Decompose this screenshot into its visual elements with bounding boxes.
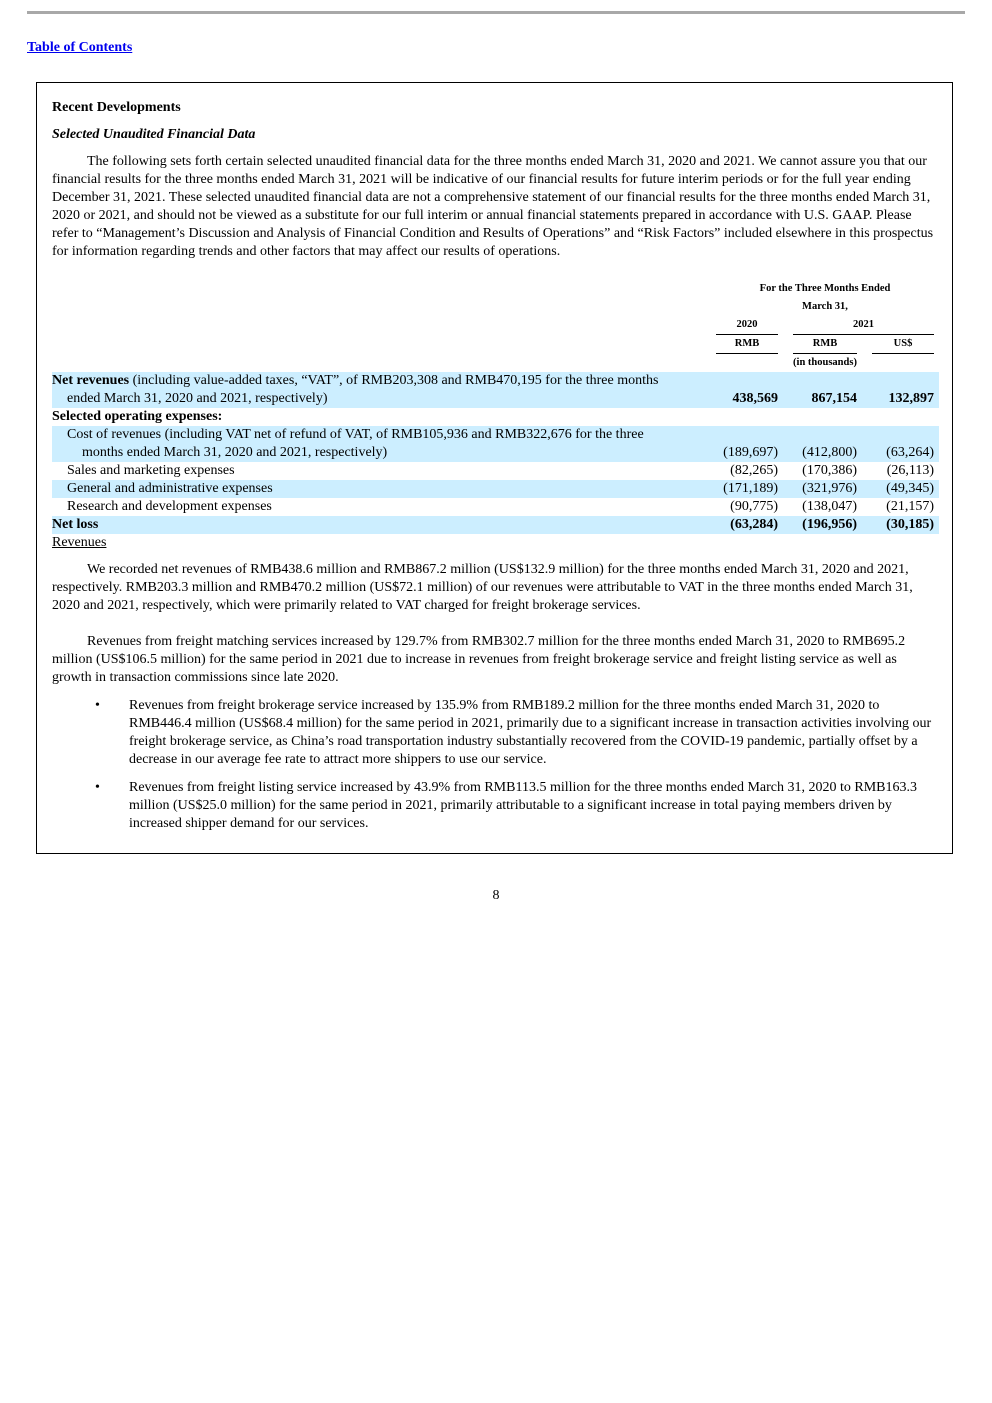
table-row-opex-header	[52, 408, 939, 426]
page-number: 8	[492, 888, 500, 903]
unit-label: (in thousands)	[793, 357, 857, 368]
top-divider	[27, 11, 965, 14]
financial-data-table	[52, 280, 939, 534]
currency-rmb-2021: RMB	[793, 335, 857, 354]
value-2021-usd: (26,113)	[886, 463, 934, 478]
value-2021-usd: (63,264)	[872, 426, 934, 462]
table-row-research-development	[52, 498, 939, 516]
value-2021-rmb: (138,047)	[802, 499, 857, 514]
value-2021-rmb: (170,386)	[802, 463, 857, 478]
table-row-cost-of-revenues	[52, 426, 939, 462]
row-label: Net revenues (including value-added taxes, “VAT”, of RMB203,308 and RMB470,195 for the three months ended March 31, 2020 and 2021, respectively)	[52, 372, 716, 408]
table-row-net-revenues	[52, 372, 939, 408]
table-of-contents-link[interactable]: Table of Contents	[27, 40, 133, 55]
section-heading: Recent Developments	[52, 100, 181, 115]
row-label: Cost of revenues (including VAT net of refund of VAT, of RMB105,936 and RMB322,676 for the three months ended March 31, 2020 and 2021, respectively)	[52, 426, 716, 462]
value-2021-usd: (49,345)	[872, 480, 934, 498]
value-2020: 438,569	[716, 372, 778, 408]
currency-usd-2021: US$	[872, 335, 934, 354]
row-label: Selected operating expenses:	[52, 409, 223, 424]
row-label: Sales and marketing expenses	[67, 463, 235, 478]
value-2021-rmb: (196,956)	[793, 516, 857, 534]
revenues-heading: Revenues	[52, 535, 107, 550]
bullet-text: Revenues from freight brokerage service increased by 135.9% from RMB189.2 million for the three months ended March 31, 2020 to RMB446.4 million (US$68.4 million) for the same period in 2021, primarily due to a significant increase in transaction activities involving our freight brokerage service, as China’s road transportation industry substantially recovered from the COVID-19 pandemic, partially offset by a decrease in our average fee rate to attract more shippers to use our service.	[129, 698, 932, 767]
year-2020-header: 2020	[716, 316, 778, 335]
table-row-general-admin	[52, 480, 939, 498]
value-2020: (82,265)	[730, 463, 778, 478]
value-2020: (63,284)	[716, 516, 778, 534]
bullet-icon: •	[95, 780, 100, 795]
table-row-sales-marketing	[52, 462, 939, 480]
row-label: Net loss	[52, 516, 716, 534]
bullet-icon: •	[95, 698, 100, 713]
bullet-text: Revenues from freight listing service increased by 43.9% from RMB113.5 million for the three months ended March 31, 2020 to RMB163.3 million (US$25.0 million) for the same period in 2021, primarily attributable to a significant increase in total paying members driven by increased shipper demand for our services.	[129, 780, 918, 831]
value-2020: (189,697)	[716, 426, 778, 462]
value-2020: (90,775)	[730, 499, 778, 514]
value-2021-rmb: (321,976)	[793, 480, 857, 498]
value-2021-rmb: (412,800)	[793, 426, 857, 462]
value-2021-rmb: 867,154	[793, 372, 857, 408]
revenues-paragraph-2: Revenues from freight matching services increased by 129.7% from RMB302.7 million for the three months ended March 31, 2020 to RMB695.2 million (US$106.5 million) for the same period in 2021 due to increase in revenues from freight brokerage service and freight listing service as well as growth in transaction commissions since late 2020.	[52, 634, 906, 685]
row-label: Research and development expenses	[67, 499, 272, 514]
table-row-net-loss	[52, 516, 939, 534]
value-2021-usd: (30,185)	[872, 516, 934, 534]
currency-rmb-2020: RMB	[716, 335, 778, 354]
value-2021-usd: (21,157)	[886, 499, 934, 514]
revenues-paragraph-1: We recorded net revenues of RMB438.6 million and RMB867.2 million (US$132.9 million) for the three months ended March 31, 2020 and 2021, respectively. RMB203.3 million and RMB470.2 million (US$72.1 million) of our revenues were attributable to VAT in the three months ended March 31, 2020 and 2021, respectively, which were primarily related to VAT charged for freight brokerage services.	[52, 562, 913, 613]
recent-developments-box	[36, 82, 953, 854]
period-header: For the Three Months Ended March 31,	[759, 283, 891, 312]
intro-paragraph: The following sets forth certain selected unaudited financial data for the three months ended March 31, 2020 and 2021. We cannot assure you that our financial results for the three months ended March 31, 2021 will be indicative of our financial results for future interim periods or for the full year ending December 31, 2021. These selected unaudited financial data are not a comprehensive statement of our financial results for the three months ended March 31, 2020 or 2021, and should not be viewed as a substitute for our full interim or annual financial statements prepared in accordance with U.S. GAAP. Please refer to “Management’s Discussion and Analysis of Financial Condition and Results of Operations” and “Risk Factors” included elsewhere in this prospectus for information regarding trends and other factors that may affect our results of operations.	[52, 154, 934, 259]
year-2021-header: 2021	[793, 316, 934, 335]
value-2020: (171,189)	[716, 480, 778, 498]
section-subheading: Selected Unaudited Financial Data	[52, 127, 256, 142]
value-2021-usd: 132,897	[872, 372, 934, 408]
row-label: General and administrative expenses	[52, 480, 716, 498]
